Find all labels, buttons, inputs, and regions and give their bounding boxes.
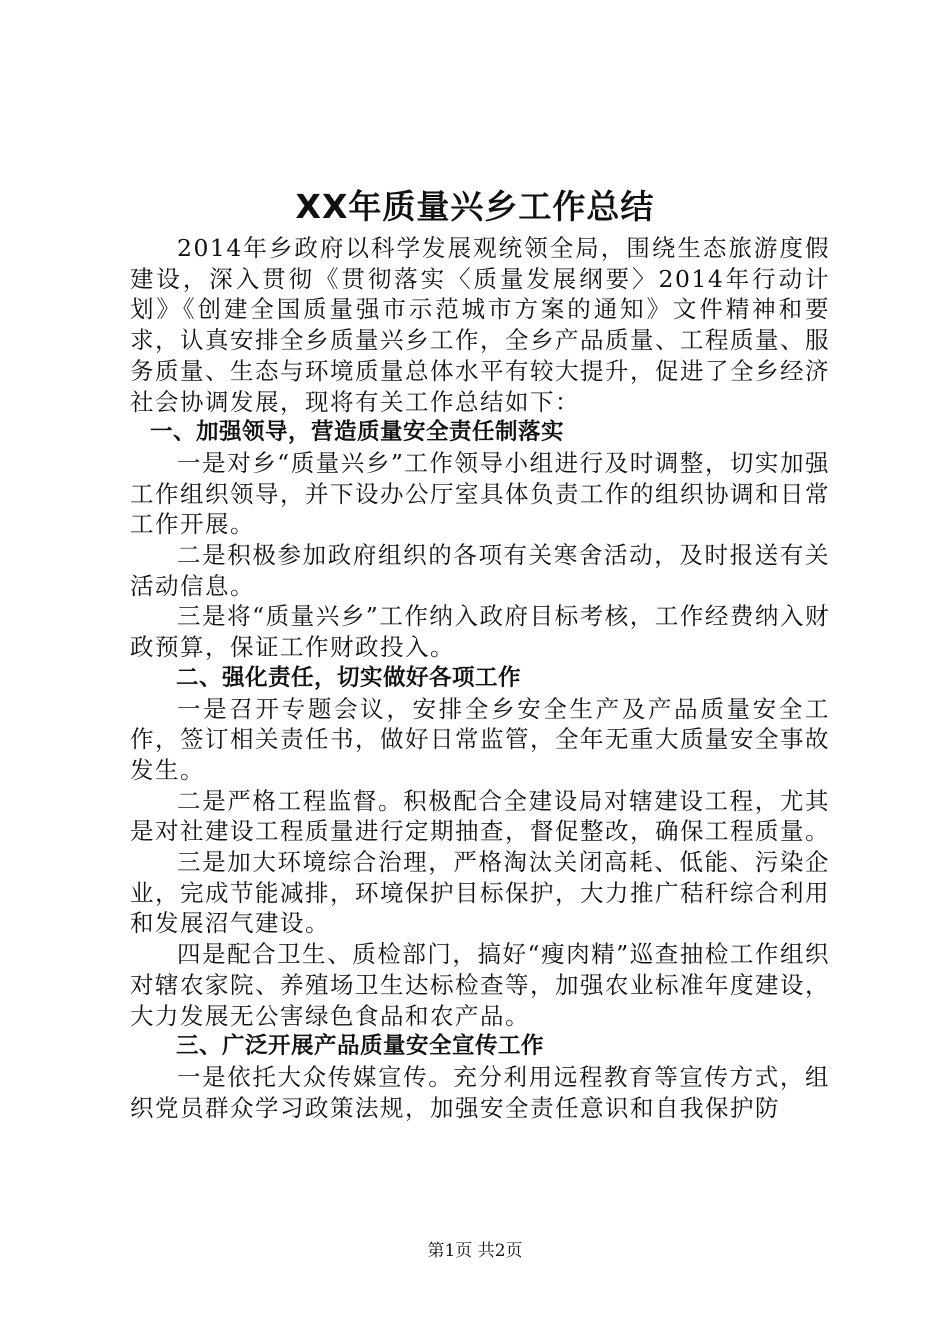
section-heading-1: 一、加强领导，营造质量安全责任制落实 [150,419,565,446]
page-footer: 第1页 共2页 [427,1241,523,1261]
section-1-paragraph-1: 一是对乡“质量兴乡”工作领导小组进行及时调整，切实加强工作组织领导，并下设办公厅室具体负责工作的组织协调和日常工作开展。 [130,448,830,539]
section-2-paragraph-1: 一是召开专题会议，安排全乡安全生产及产品质量安全工作，签订相关责任书，做好日常监管，全年无重大质量安全事故发生。 [130,694,830,784]
section-2-paragraph-2: 二是严格工程监督。积极配合全建设局对辖建设工程，尤其是对社建设工程质量进行定期抽查，督促整改，确保工程质量。 [130,786,830,846]
document-body [130,233,830,1123]
section-1-paragraph-2: 二是积极参加政府组织的各项有关寒舍活动，及时报送有关活动信息。 [130,541,830,600]
section-heading-2: 二、强化责任，切实做好各项工作 [176,664,522,691]
section-2-paragraph-4: 四是配合卫生、质检部门，搞好“瘦肉精”巡查抽检工作组织对辖农家院、养殖场卫生达标检查等，加强农业标准年度建设，大力发展无公害绿色食品和农产品。 [130,940,830,1030]
section-1-paragraph-3: 三是将“质量兴乡”工作纳入政府目标考核，工作经费纳入财政预算，保证工作财政投入。 [130,602,830,662]
intro-paragraph: 2014年乡政府以科学发展观统领全局，围绕生态旅游度假建设，深入贯彻《贯彻落实〈质量发展纲要〉2014年行动计划》《创建全国质量强市示范城市方案的通知》文件精神和要求，认真安排全乡质量兴乡工作，全乡产品质量、工程质量、服务质量、生态与环境质量总体水平有较大提升，促进了全乡经济社会协调发展，现将有关工作总结如下： [130,234,830,416]
section-heading-3: 三、广泛开展产品质量安全宣传工作 [176,1033,545,1060]
section-2-paragraph-3: 三是加大环境综合治理，严格淘汰关闭高耗、低能、污染企业，完成节能减排，环境保护目标保护，大力推广秸秆综合利用和发展沼气建设。 [130,848,830,938]
section-3-paragraph-1: 一是依托大众传媒宣传。充分利用远程教育等宣传方式，组织党员群众学习政策法规，加强安全责任意识和自我保护防 [130,1062,830,1122]
document-title: XX年质量兴乡工作总结 [295,187,655,226]
